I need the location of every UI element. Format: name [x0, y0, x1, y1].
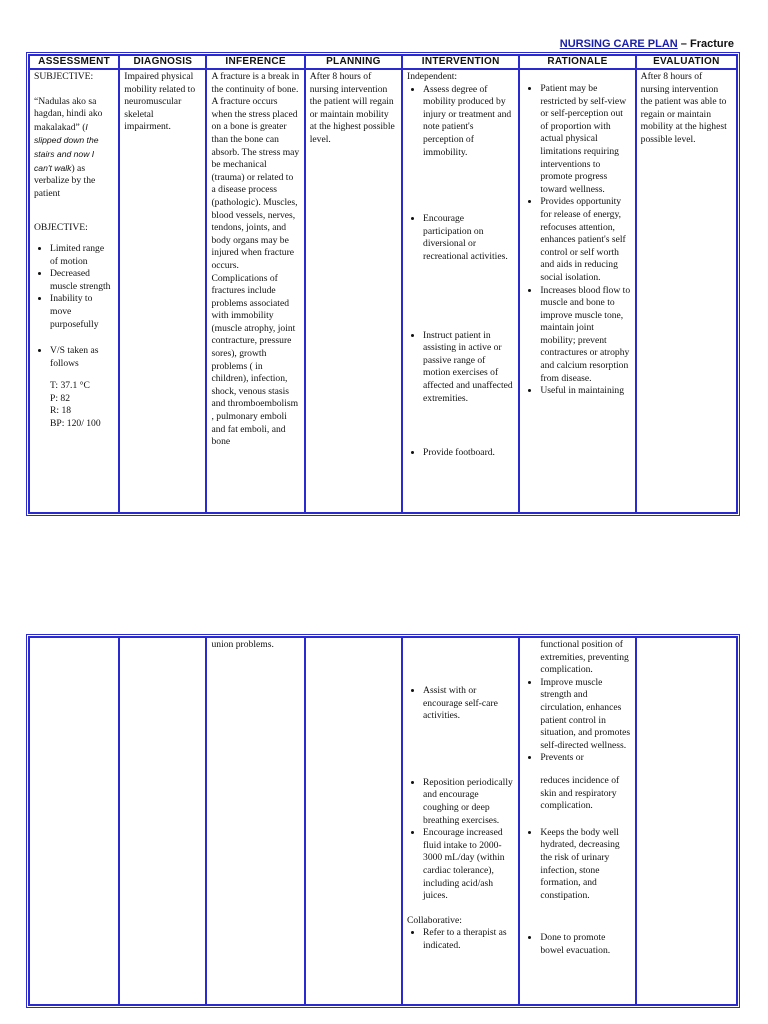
diagnosis-cell: Impaired physical mobility related to neuromuscular skeletal impairment.: [119, 69, 206, 513]
rationale-item: • Patient may be restricted by self-view or self-perception out of proportion with actual physical limitations requiring interventions to promote progress toward wellness.: [540, 83, 630, 196]
header-planning: PLANNING: [305, 55, 402, 69]
quote-end: ) as verbalize by the patient: [34, 162, 96, 199]
care-plan-table-page-2: [26, 634, 740, 1008]
planning-cell-cont: [305, 637, 402, 1005]
vital-bp: BP: 120/ 100: [50, 418, 101, 430]
rationale-item: • Keeps the body well hydrated, decreasing the risk of urinary infection, stone formation, and constipation.: [540, 827, 630, 903]
rationale-list: [524, 83, 630, 398]
subjective-quote: [34, 96, 114, 201]
rationale-item: • Prevents or: [540, 752, 630, 765]
collaborative-list: [407, 927, 514, 952]
inference-text-2: Complications of fractures include problems associated with immobility (muscle atrophy, joint contracture, pressure sores), growth problems ( in children), infection, shock, venous stasis and thromboembolism , pulmonary emboli and fat emboli, and bone: [211, 272, 299, 448]
intervention-item: • Encourage increased fluid intake to 2000-3000 mL/day (within cardiac tolerance), including acid/ash juices.: [423, 827, 514, 903]
intervention-item: • Assist with or encourage self-care activities.: [423, 685, 514, 723]
intervention-item: • Instruct patient in assisting in active or passive range of motion exercises of affected and unaffected extremities.: [423, 330, 514, 406]
inference-text-1: A fracture is a break in the continuity of bone. A fracture occurs when the stress placed on a bone is greater than the bone can absorb. The stress may be mechanical (trauma) or related to a disease process (pathologic). Muscles, blood vessels, nerves, tendons, joints, and body organs may be injured when fracture occurs.: [211, 71, 300, 271]
intervention-item: • Provide footboard.: [423, 447, 514, 460]
intervention-list-cont: [407, 685, 514, 903]
header-assessment: ASSESSMENT: [29, 55, 119, 69]
subjective-label: SUBJECTIVE:: [34, 71, 94, 82]
rationale-cell-cont: [519, 637, 635, 1005]
rationale-item: • Provides opportunity for release of energy, refocuses attention, enhances patient's self control or self worth and aids in reducing social isolation.: [540, 196, 630, 284]
rationale-prevents-continued: reduces incidence of skin and respiratory complication.: [540, 774, 620, 812]
intervention-cell: [402, 69, 519, 513]
vital-temp: T: 37.1 °C: [50, 380, 90, 392]
header-evaluation: EVALUATION: [636, 55, 737, 69]
vital-resp: R: 18: [50, 405, 72, 417]
intervention-item: • Encourage participation on diversional or recreational activities.: [423, 213, 514, 263]
title-sub: Fracture: [689, 38, 734, 50]
intervention-item: • Reposition periodically and encourage coughing or deep breathing exercises.: [423, 777, 514, 827]
vs-item: • V/S taken as follows: [50, 345, 114, 370]
rationale-item: • Increases blood flow to muscle and bone to improve muscle tone, maintain joint mobility; prevent contractures or atrophy and calcium resorption from disease.: [540, 285, 630, 386]
title-dash: –: [677, 38, 690, 50]
objective-list: [34, 243, 114, 370]
rationale-item: • Done to promote bowel evacuation.: [540, 932, 630, 957]
vital-pulse: P: 82: [50, 392, 70, 404]
rationale-cell: [519, 69, 635, 513]
rationale-list-cont: [524, 677, 630, 765]
intervention-list: [407, 84, 514, 460]
evaluation-cell: After 8 hours of nursing intervention the patient was able to regain or maintain mobility at the highest possible level.: [636, 69, 737, 513]
header-rationale: RATIONALE: [519, 55, 635, 69]
rationale-list-cont-b: [524, 827, 630, 903]
quote-translation: I slipped down the stairs and now I can't walk: [34, 121, 99, 173]
care-plan-table-page-1: [26, 52, 740, 516]
evaluation-cell-cont: [636, 637, 737, 1005]
header-inference: INFERENCE: [206, 55, 304, 69]
continued-row: [29, 637, 737, 1005]
diagnosis-cell-cont: [119, 637, 206, 1005]
planning-cell: After 8 hours of nursing intervention the patient will regain or maintain mobility at the highest possible level.: [305, 69, 402, 513]
title-main: NURSING CARE PLAN: [559, 38, 678, 50]
intervention-item: • Assess degree of mobility produced by injury or treatment and note patient's perception of immobility.: [423, 84, 514, 160]
page-title: [560, 38, 734, 51]
objective-item: • Inability to move purposefully: [50, 293, 114, 331]
assessment-cell: [29, 69, 119, 513]
rationale-continued: functional position of extremities, preventing complication.: [540, 639, 629, 676]
assessment-cell-cont: [29, 637, 119, 1005]
independent-label: Independent:: [407, 71, 458, 82]
objective-item: • Decreased muscle strength: [50, 268, 114, 293]
quote-text: “Nadulas ako sa hagdan, hindi ako makalakad” (: [34, 95, 103, 133]
content-row: [29, 69, 737, 513]
rationale-item: • Useful in maintaining: [540, 385, 630, 398]
inference-cell: [206, 69, 304, 513]
objective-label: OBJECTIVE:: [34, 222, 88, 234]
rationale-item: • Improve muscle strength and circulation, enhances patient control in situation, and promotes self-directed wellness.: [540, 677, 630, 753]
inference-cell-cont: union problems.: [206, 637, 304, 1005]
header-intervention: INTERVENTION: [402, 55, 519, 69]
rationale-list-cont-c: [524, 932, 630, 957]
collaborative-label: Collaborative:: [407, 914, 462, 926]
header-diagnosis: DIAGNOSIS: [119, 55, 206, 69]
collaborative-item: • Refer to a therapist as indicated.: [423, 927, 514, 952]
header-row: [29, 55, 737, 69]
intervention-cell-cont: [402, 637, 519, 1005]
objective-item: • Limited range of motion: [50, 243, 114, 268]
